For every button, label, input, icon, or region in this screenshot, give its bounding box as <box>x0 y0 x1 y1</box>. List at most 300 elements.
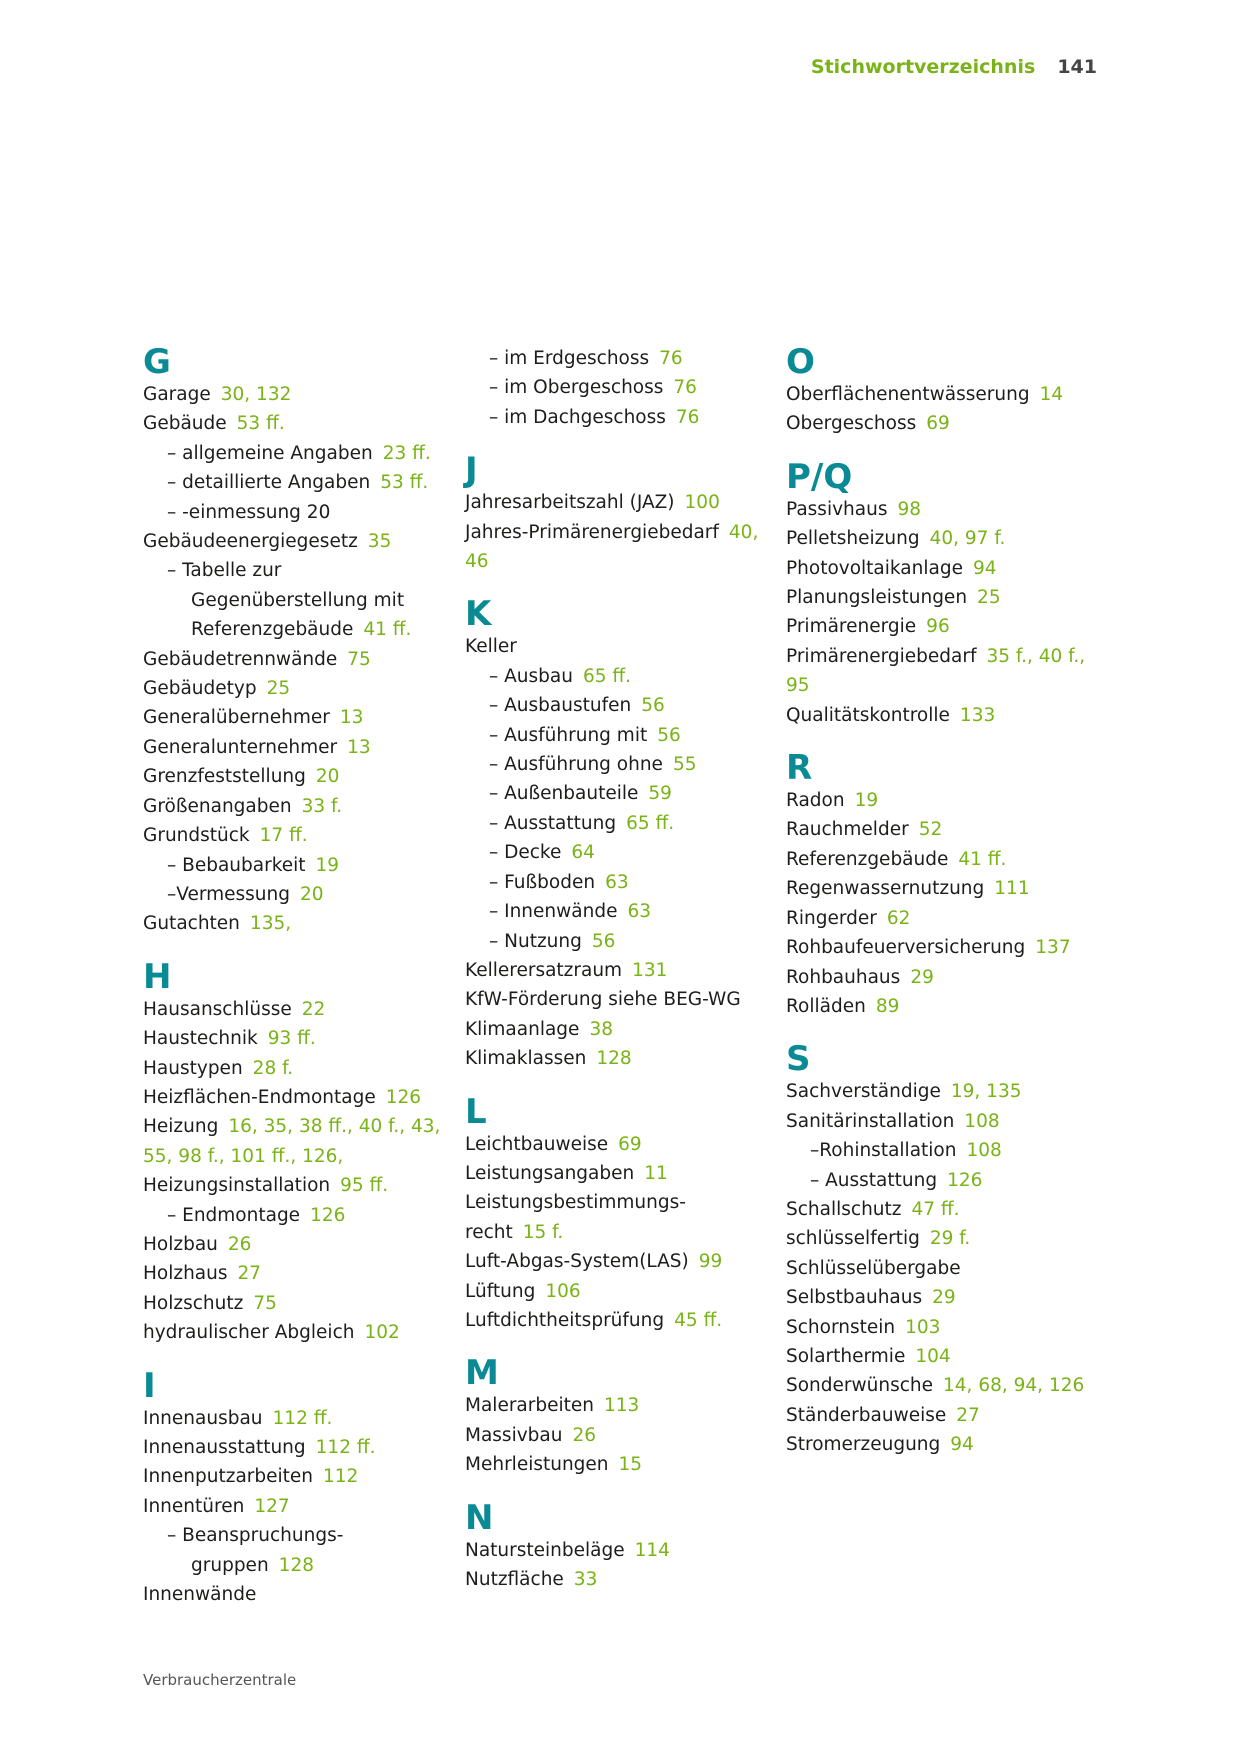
page-reference: 53 ff. <box>380 472 429 494</box>
index-term: Kellerersatzraum <box>465 959 623 981</box>
index-term: Heizung <box>143 1116 219 1138</box>
index-term: – Innenwände <box>489 901 618 923</box>
index-entry <box>465 1130 765 1159</box>
page-reference: 131 <box>632 959 668 981</box>
page-reference: 56 <box>657 724 681 746</box>
page-reference: 56 <box>591 930 616 952</box>
index-subentry <box>465 373 765 402</box>
index-term: Referenzgebäude <box>786 848 949 870</box>
index-entry-continuation <box>465 1218 765 1247</box>
index-subentry <box>143 439 443 468</box>
index-term: – detaillierte Angaben <box>167 472 371 494</box>
index-subentry <box>465 809 765 838</box>
page-reference: 22 <box>301 998 326 1020</box>
index-term: – Außenbauteile <box>489 783 639 805</box>
index-term: Pelletsheizung <box>786 528 920 550</box>
index-letter-heading: O <box>786 342 815 382</box>
page-reference: 25 <box>977 587 1001 609</box>
page-reference: 13 <box>347 736 371 758</box>
index-entry <box>465 1015 765 1044</box>
page-reference: 135, <box>249 913 292 935</box>
page-reference: 15 f. <box>522 1221 564 1243</box>
page-reference: 75 <box>347 648 371 670</box>
page-reference: 11 <box>644 1162 668 1184</box>
index-entry <box>143 380 443 409</box>
index-entry <box>786 815 1086 844</box>
index-subentry <box>465 662 765 691</box>
page-reference: 23 ff. <box>382 442 431 464</box>
index-term: Planungsleistungen <box>786 587 968 609</box>
page-reference: 47 ff. <box>911 1198 960 1220</box>
page-reference: 29 f. <box>929 1228 971 1250</box>
index-term: Rohbaufeuerversicherung <box>786 937 1026 959</box>
index-entry <box>786 380 1086 409</box>
index-term: – Endmontage <box>167 1204 301 1226</box>
page-reference: 19 <box>854 790 879 812</box>
page-number: 141 <box>1057 56 1097 78</box>
index-term: Schornstein <box>786 1316 896 1338</box>
index-subentry <box>465 691 765 720</box>
index-term: – im Dachgeschoss <box>489 406 666 428</box>
page-reference: 25 <box>266 678 291 700</box>
page-reference: 27 <box>237 1263 262 1285</box>
page-reference: 104 <box>915 1345 951 1367</box>
index-entry <box>143 792 443 821</box>
index-entry <box>143 1054 443 1083</box>
index-entry <box>143 1230 443 1259</box>
page-reference: 108 <box>964 1110 1000 1132</box>
page-reference: 126 <box>947 1169 983 1191</box>
index-term: Innenausbau <box>143 1407 263 1429</box>
index-entry <box>786 963 1086 992</box>
page-reference: 20 <box>315 766 340 788</box>
index-entry <box>465 1247 765 1276</box>
index-term: Innentüren <box>143 1495 245 1517</box>
page-reference: 29 <box>932 1287 956 1309</box>
index-term: – Decke <box>489 842 562 864</box>
page-reference: 113 <box>604 1395 640 1417</box>
index-letter-heading: H <box>143 956 172 997</box>
index-term: Malerarbeiten <box>465 1395 594 1417</box>
index-term: Referenzgebäude <box>191 619 354 641</box>
index-entry <box>143 1462 443 1491</box>
index-entry <box>143 762 443 791</box>
index-subentry <box>786 1136 1086 1165</box>
page-reference: 26 <box>227 1233 252 1255</box>
index-letter-heading: I <box>143 1365 156 1406</box>
page-reference: 106 <box>545 1280 581 1302</box>
index-column-1 <box>143 344 443 1609</box>
index-letter-heading: P/Q <box>786 456 853 497</box>
index-subentry <box>143 556 443 585</box>
index-entry <box>786 612 1086 641</box>
index-subentry <box>465 779 765 808</box>
index-term: Mehrleistungen <box>465 1454 609 1476</box>
index-subentry <box>465 897 765 926</box>
index-subentry <box>143 880 443 909</box>
index-entry <box>465 956 765 985</box>
index-entry <box>143 733 443 762</box>
index-subentry <box>465 838 765 867</box>
index-term: – Ausbaustufen <box>489 695 632 717</box>
index-term: – Ausstattung <box>489 812 617 834</box>
index-term: – Bebaubarkeit <box>167 854 306 876</box>
index-term: – Beanspruchungs- <box>167 1525 344 1547</box>
index-entry <box>786 701 1086 730</box>
index-term: Innenputzarbeiten <box>143 1466 314 1488</box>
index-letter-heading: K <box>465 594 492 635</box>
index-entry <box>465 1536 765 1565</box>
index-term: Haustypen <box>143 1057 243 1079</box>
page-reference: 35 f., 40 f., <box>986 645 1086 667</box>
index-entry <box>143 1289 443 1318</box>
index-term: Haustechnik <box>143 1028 258 1050</box>
index-entry <box>786 583 1086 612</box>
index-entry <box>465 1421 765 1450</box>
page-reference: 15 <box>618 1454 643 1476</box>
page-reference: 62 <box>886 907 911 929</box>
index-term: Jahres-Primärenergiebedarf <box>465 521 719 543</box>
index-entry <box>786 786 1086 815</box>
index-term: Größenangaben <box>143 795 292 817</box>
index-entry <box>786 1195 1086 1224</box>
index-entry <box>465 518 765 577</box>
page-reference: 99 <box>698 1251 723 1273</box>
index-term: Leichtbauweise <box>465 1133 609 1155</box>
index-entry <box>143 1433 443 1462</box>
index-column-2 <box>465 344 765 1594</box>
index-subentry <box>465 868 765 897</box>
index-entry <box>786 1224 1086 1253</box>
index-entry <box>143 1083 443 1112</box>
index-entry <box>786 495 1086 524</box>
index-term: Leistungsangaben <box>465 1162 635 1184</box>
page-reference: 76 <box>675 406 700 428</box>
page-reference: 102 <box>364 1322 400 1344</box>
index-letter-heading: G <box>143 342 171 382</box>
index-letter-heading: J <box>465 450 478 491</box>
index-term: Schallschutz <box>786 1198 902 1220</box>
page-reference: 29 <box>910 966 934 988</box>
index-subentry <box>143 586 443 615</box>
index-term: Gebäudeenergiegesetz <box>143 531 358 553</box>
index-term: Garage <box>143 384 211 405</box>
index-entry <box>465 1391 765 1420</box>
index-term: Generalübernehmer <box>143 707 330 729</box>
index-term: Sonderwünsche <box>786 1375 934 1397</box>
index-term: Radon <box>786 790 845 812</box>
index-subentry <box>465 403 765 432</box>
index-entry <box>143 703 443 732</box>
page-reference: 17 ff. <box>259 825 308 847</box>
index-entry <box>465 632 765 661</box>
page-reference: 63 <box>605 871 629 893</box>
index-term: Ständerbauweise <box>786 1404 947 1426</box>
index-entry <box>465 985 765 1014</box>
page-reference: 98 <box>897 498 921 520</box>
page-reference: 95 <box>786 675 810 697</box>
index-entry <box>465 1188 765 1247</box>
page-reference: 55 <box>672 754 697 776</box>
index-term: Solarthermie <box>786 1345 906 1367</box>
page-reference: 65 ff. <box>582 665 632 687</box>
index-entry <box>786 1430 1086 1459</box>
index-term: Oberflächenentwässerung <box>786 384 1030 405</box>
index-entry <box>465 1306 765 1335</box>
index-entry <box>143 409 443 438</box>
page-reference: 56 <box>641 695 665 717</box>
page-reference: 30, 132 <box>220 384 292 405</box>
index-entry <box>465 1565 765 1594</box>
page-reference: 112 ff. <box>315 1437 376 1458</box>
index-term: Heizungsinstallation <box>143 1175 331 1197</box>
index-entry <box>143 821 443 850</box>
index-entry <box>786 1254 1086 1283</box>
index-subentry <box>143 498 443 527</box>
index-term: KfW-Förderung siehe BEG-WG <box>465 989 741 1011</box>
index-entry <box>465 1450 765 1479</box>
page-reference: 63 <box>627 901 652 923</box>
index-entry <box>143 1404 443 1433</box>
index-entry <box>786 1401 1086 1430</box>
index-term: Stromerzeugung <box>786 1434 941 1456</box>
index-term: Gutachten <box>143 913 240 935</box>
index-term: Schlüsselübergabe <box>786 1257 961 1279</box>
index-term: – Ausstattung <box>810 1169 938 1191</box>
page-reference: 59 <box>648 783 672 805</box>
index-entry <box>786 1283 1086 1312</box>
index-entry <box>143 1112 443 1171</box>
index-subentry <box>465 927 765 956</box>
index-entry <box>143 674 443 703</box>
page-reference: 28 f. <box>252 1057 294 1079</box>
page-reference: 35 <box>367 531 392 553</box>
page-reference: 94 <box>950 1434 974 1456</box>
index-term: schlüsselfertig <box>786 1228 920 1250</box>
index-entry <box>143 1171 443 1200</box>
index-term: Jahresarbeitszahl (JAZ) <box>465 492 675 514</box>
page-reference: 33 <box>573 1569 598 1590</box>
page-reference: 40, <box>728 521 759 543</box>
index-term: Luftdichtheitsprüfung <box>465 1309 665 1331</box>
index-term: Sanitärinstallation <box>786 1110 955 1132</box>
page-reference: 94 <box>972 557 997 579</box>
index-term: – im Obergeschoss <box>489 377 664 399</box>
index-subentry <box>465 344 765 373</box>
page-reference: 103 <box>905 1316 941 1338</box>
index-entry <box>786 904 1086 933</box>
index-entry <box>786 642 1086 701</box>
index-term: – Tabelle zur <box>167 560 282 582</box>
index-term: – im Erdgeschoss <box>489 348 650 369</box>
index-term: Gebäudetrennwände <box>143 648 338 670</box>
index-entry <box>786 409 1086 438</box>
index-term: Gegenüberstellung mit <box>191 589 405 611</box>
index-term: hydraulischer Abgleich <box>143 1322 355 1344</box>
index-term: Rohbauhaus <box>786 966 901 988</box>
index-entry <box>786 1371 1086 1400</box>
page-reference: 108 <box>966 1140 1002 1162</box>
page-reference: 64 <box>571 842 595 864</box>
page-reference: 89 <box>875 995 900 1017</box>
page-reference: 16, 35, 38 ff., 40 f., 43, <box>228 1116 441 1138</box>
index-term: –Rohinstallation <box>810 1140 957 1162</box>
index-subentry <box>143 1201 443 1230</box>
index-term: – Fußboden <box>489 871 596 893</box>
index-entry <box>786 1107 1086 1136</box>
page-reference: 52 <box>918 819 943 841</box>
index-term: Heizflächen-Endmontage <box>143 1086 376 1108</box>
index-term: Generalunternehmer <box>143 736 338 758</box>
page-reference: 76 <box>673 377 697 399</box>
page-reference: 41 ff. <box>958 848 1007 870</box>
index-term: Selbstbauhaus <box>786 1287 923 1309</box>
index-letter-heading: S <box>786 1039 811 1080</box>
running-head-title: Stichwortverzeichnis <box>810 56 1036 78</box>
index-subentry <box>143 1521 443 1550</box>
running-head <box>811 56 1097 78</box>
index-entry <box>465 1044 765 1073</box>
page-reference: 20 <box>300 883 324 905</box>
index-term: – Nutzung <box>489 930 582 952</box>
index-term: Gebäude <box>143 413 227 435</box>
index-entry <box>465 1277 765 1306</box>
index-term: Massivbau <box>465 1424 563 1446</box>
index-term: Ringerder <box>786 907 877 929</box>
page-reference: 112 ff. <box>272 1407 333 1429</box>
index-entry <box>465 1159 765 1188</box>
index-term: –Vermessung <box>167 883 291 905</box>
index-term: Innenausstattung <box>143 1437 306 1458</box>
page-reference: 55, 98 f., 101 ff., 126, <box>143 1145 344 1167</box>
index-term: Primärenergie <box>786 616 917 638</box>
page-reference: 133 <box>959 704 996 726</box>
page-reference: 128 <box>278 1554 314 1576</box>
page-reference: 69 <box>618 1133 642 1155</box>
page-reference: 45 ff. <box>674 1309 723 1331</box>
index-term: Klimaanlage <box>465 1018 580 1040</box>
index-term: Rauchmelder <box>786 819 909 841</box>
index-column-3 <box>786 344 1086 1460</box>
page-reference: 41 ff. <box>363 619 412 641</box>
page-reference: 127 <box>254 1495 290 1517</box>
index-subentry <box>786 1166 1086 1195</box>
index-letter-heading: L <box>465 1091 487 1132</box>
index-term: – Ausführung ohne <box>489 754 663 776</box>
page-reference: 75 <box>253 1292 277 1314</box>
index-term: Natursteinbeläge <box>465 1539 625 1561</box>
index-entry <box>786 845 1086 874</box>
page-reference: 69 <box>926 413 950 435</box>
index-term: Innenwände <box>143 1584 257 1606</box>
index-term: Hausanschlüsse <box>143 998 292 1020</box>
page-reference: 100 <box>684 492 720 514</box>
page-reference: 111 <box>994 878 1030 900</box>
page-reference: 114 <box>634 1539 670 1561</box>
page-reference: 137 <box>1035 937 1071 959</box>
page-reference: 38 <box>589 1018 613 1040</box>
index-entry <box>786 992 1086 1021</box>
index-entry-continuation <box>786 671 1086 700</box>
page-reference: 93 ff. <box>267 1028 316 1050</box>
index-entry <box>143 1318 443 1347</box>
index-entry-continuation <box>465 547 765 576</box>
index-letter-heading: R <box>786 748 813 789</box>
index-entry <box>465 488 765 517</box>
page-reference: 112 <box>323 1466 359 1488</box>
index-subentry <box>465 750 765 779</box>
index-entry <box>786 1313 1086 1342</box>
index-term: Luft-Abgas-System(LAS) <box>465 1251 689 1273</box>
page-reference: 128 <box>596 1048 632 1070</box>
index-term: Passivhaus <box>786 498 888 520</box>
index-letter-heading: N <box>465 1497 494 1538</box>
index-subentry <box>143 468 443 497</box>
page-reference: 26 <box>572 1424 597 1446</box>
index-entry <box>786 933 1086 962</box>
index-entry <box>143 995 443 1024</box>
index-entry <box>786 524 1086 553</box>
page-reference: 126 <box>385 1086 422 1108</box>
page-reference: 126 <box>310 1204 346 1226</box>
index-term: Rolläden <box>786 995 866 1017</box>
index-term: Obergeschoss <box>786 413 917 435</box>
index-entry <box>143 527 443 556</box>
index-subentry <box>143 851 443 880</box>
index-term: Lüftung <box>465 1280 536 1302</box>
index-term: – Ausbau <box>489 665 573 687</box>
index-entry-continuation <box>143 1142 443 1171</box>
index-term: Holzhaus <box>143 1263 228 1285</box>
page-reference: 14, 68, 94, 126 <box>943 1375 1085 1397</box>
index-entry <box>143 1024 443 1053</box>
index-subentry <box>143 615 443 644</box>
page-reference: 33 f. <box>301 795 343 817</box>
page-reference: 14 <box>1039 384 1064 405</box>
index-term: Gebäudetyp <box>143 678 257 700</box>
index-entry <box>786 874 1086 903</box>
index-subentry <box>143 1551 443 1580</box>
index-entry <box>143 909 443 938</box>
index-term: Grenzfeststellung <box>143 766 306 788</box>
index-entry <box>143 1580 443 1609</box>
page-reference: 13 <box>339 707 364 729</box>
index-entry <box>143 1259 443 1288</box>
page-reference: 40, 97 f. <box>929 528 1006 550</box>
page-reference: 19 <box>315 854 340 876</box>
index-letter-heading: M <box>465 1353 499 1394</box>
index-term: Grundstück <box>143 825 250 847</box>
index-term: Keller <box>465 636 517 658</box>
index-term: Klimaklassen <box>465 1048 587 1070</box>
index-term: Primärenergiebedarf <box>786 645 977 667</box>
page-reference: 76 <box>659 348 683 369</box>
index-subentry <box>465 721 765 750</box>
index-term: Holzbau <box>143 1233 218 1255</box>
index-term: gruppen <box>191 1554 269 1576</box>
index-term: – Ausführung mit <box>489 724 648 746</box>
index-entry <box>786 1077 1086 1106</box>
index-term: Qualitätskontrolle <box>786 704 950 726</box>
index-entry <box>786 1342 1086 1371</box>
page-reference: 46 <box>465 551 489 573</box>
page-reference: 65 ff. <box>626 812 675 834</box>
index-term-continuation: recht <box>465 1221 513 1243</box>
index-entry <box>143 1492 443 1521</box>
index-term: Photovoltaikanlage <box>786 557 963 579</box>
index-term: – allgemeine Angaben <box>167 442 373 464</box>
index-term: Regenwassernutzung <box>786 878 985 900</box>
